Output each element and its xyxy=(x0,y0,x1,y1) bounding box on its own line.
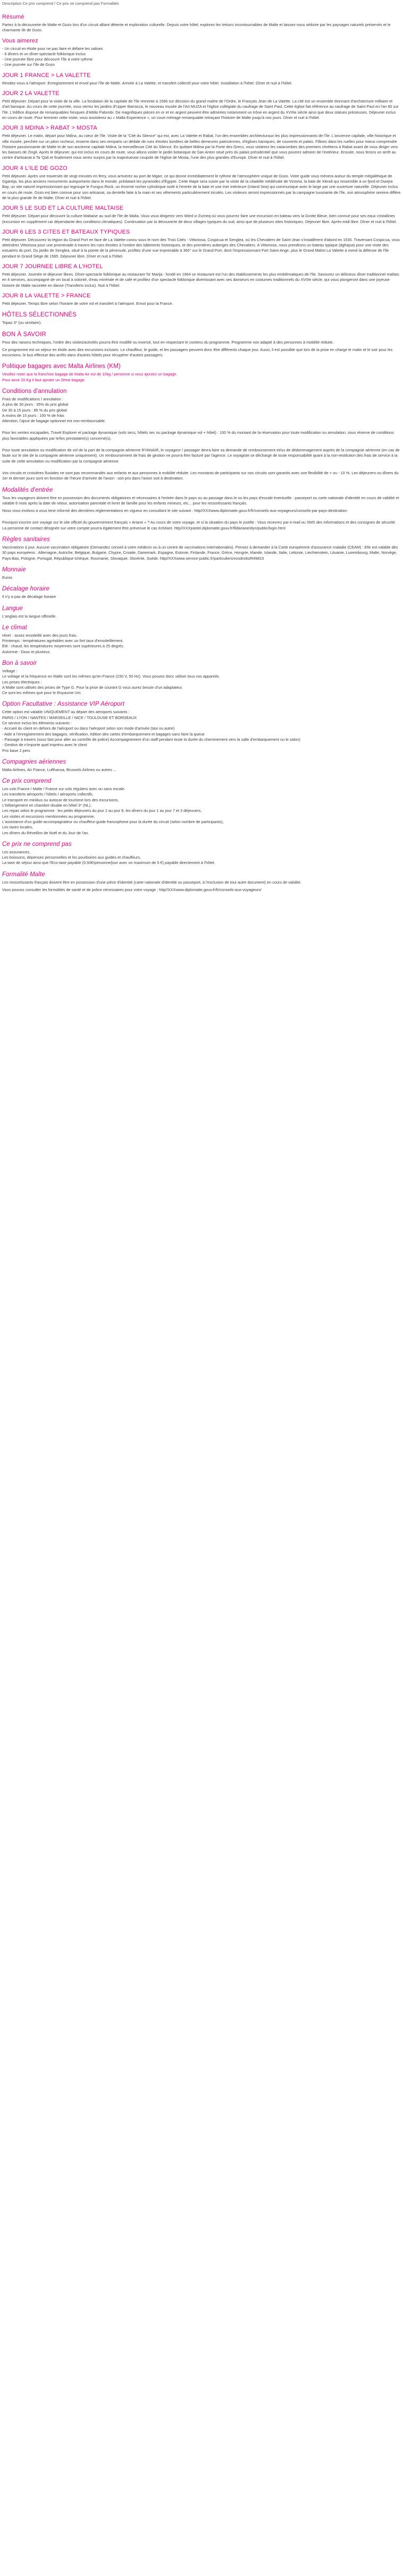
bagages-line: Veuillez noter que la franchise bagage de Malta Air est de 10kg / personne si vous ajoutez un bagage. xyxy=(2,372,178,377)
bon-a-savoir-text: Ce programme est un séjour en étoile avec des excursions incluses. Le chauffeur, le guide, et les passagers peuvent donc être différents chaque jour. Aussi, il est possible que lors de la prise en charge le matin et le soir pour les excursions, le bus effectue des arrêts dans d'autres hôtels pour récupérer d'autres passagers. xyxy=(2,347,393,358)
bon-a-savoir-title: BON À SAVOIR xyxy=(2,331,46,338)
conditions-line: Attention, l'ajout de bagage optionnel est non-remboursable. xyxy=(2,418,106,424)
bagages-line: Pour avoir 20 Kg il faut ajouter un 2ème bagage. xyxy=(2,377,86,382)
compagnies-text: Malta Airlines, Air France, Lufthansa, Brussels Airlines ou autres ... xyxy=(2,767,116,772)
day-6-text: Petit déjeuner. Découvrez la région du Grand Port en face de La Valette connu sous le nom des Trois Cités - Vittoriosa, Cospicua et Senglea, où les Chevaliers de Saint-Jean s'installèrent d'abord en 1530. Traversant Cospicua, vous atteindrez Vittoriosa pour une promenade à travers les rues étroites à l'ombre des bâtiments historiques, et des premières auberges des Chevaliers. A Vittoriosa, nous prendrons un bateau typique (dghajsa) pour une visite des estuaires du port. Du jardin de Senglea, situé à la pointe de la péninsule, profitez d'une vue imprenable à 360° sur le Grand Port, dont l'impressionnant Fort Saint-Ange, plus le Grand Malmi La Valette à mené la défense de l'île pendant le Grand Siège de 1565. Déjeuner libre. Dîner et nuit à l'hôtel. xyxy=(2,237,400,259)
ne-comprend-line: Les boissons, dépenses personnelles et les pourboires aux guides et chauffeurs, xyxy=(2,855,141,860)
comprend-line: Le transport en minibus ou autocar de tourisme lors des excursions, xyxy=(2,797,119,802)
conditions-block xyxy=(2,397,401,424)
conditions-line: A moins de 15 jours : 100 % de frais xyxy=(2,413,64,418)
day-5-text: Petit déjeuner. Départ pour découvrir la culture Maltaise au sud de l'île de Malta. Vous vous dirigerez vers Wied iz-Zurrieq où vous pourrez faire une excursion en bateau vers la Grotte Bleue, bien connue pour ses eaux cristallines (excursion en supplément car dépendante des conditions climatiques). Continuation par la découverte de deux villages typiques du sud, ainsi que de plusieurs sites historiques. Déjeuner libre. Après-midi libre. Dîner et nuit à l'hôtel. xyxy=(2,213,397,224)
assistance-line: - Passage à travers (sous fast pour aller au contrôle de police) Accompagnement d'un staff pendant toute la durée du cheminement vers la salle d'embarquement ou le salon) xyxy=(2,737,300,742)
ne-comprend-block xyxy=(2,850,401,866)
comprend-line: Les visites et excursions mentionnées au programme, xyxy=(2,814,95,819)
langue-title: Langue xyxy=(2,605,23,612)
monnaie-text: Euros xyxy=(2,575,13,580)
modalites-text: Tous les voyageurs doivent être en possession des documents obligatoires et nécessaires à l'entrée dans le pays ou au passage dans le ou les pays d'escale éventuelle : passeport ou carte nationale d'identité en cours de validité et valable 6 mois après la date de retour, autorisation parentale et livret de famille pour les enfants mineurs, etc... pour les ressortissants français. xyxy=(2,495,399,506)
bon-a-savoir-2-block xyxy=(2,669,401,696)
decalage-text: Il n'y a pas de décalage horaire xyxy=(2,594,56,600)
comprend-title: Ce prix comprend xyxy=(2,778,52,785)
assistance-line: Ce service inclus les éléments suivants : xyxy=(2,721,72,726)
conditions-line: Frais de modifications / annulation : xyxy=(2,396,63,401)
day-5-title: JOUR 5 LE SUD ET LA CULTURE MALTAISE xyxy=(2,205,124,212)
ne-comprend-title: Ce prix ne comprend pas xyxy=(2,841,72,848)
day-4-title: JOUR 4 L'ILE DE GOZO xyxy=(2,165,68,172)
formalite-malte-title: Formalité Malte xyxy=(2,871,45,878)
day-6-title: JOUR 6 LES 3 CITES ET BATEAUX TYPIQUES xyxy=(2,228,130,235)
list-item: - Un circuit en étoile pour ne pas faire et défaire les valises xyxy=(2,46,103,51)
hotels-text: Topaz 3* (ou similaire). xyxy=(2,320,42,326)
conditions-text: Pour toute annulation ou modification de vol de la part de la compagnie aérienne RYANAIR, le voyageur / passager devra faire sa demande de remboursement et/ou de dédommagement auprès de la compagnie aérienne (en cas de faute sur le site de la compagnie aérienne uniquement). Un remboursement de frais de gestion ne pourra être facturé par l'agence. Le voyagiste se décharge de toute responsabilité quant à la non-restitution des frais de service à la suite de cette annulation ou modification par la compagnie aérienne. xyxy=(2,448,400,464)
climat-block xyxy=(2,633,401,655)
ne-comprend-line: Les assurances, xyxy=(2,849,31,854)
bon-a-savoir-2-line: Ce sont les mêmes que pour le Royaume Uni. xyxy=(2,690,82,696)
assistance-line: - Gestion de n'importe quel imprévu avec le client xyxy=(2,742,87,748)
conditions-line: A plus de 30 jours : 35% du prix global xyxy=(2,402,69,407)
assistance-title: Option Facultative : Assistance VIP Aéroport xyxy=(2,701,125,708)
aimerez-list xyxy=(2,46,401,68)
climat-title: Le climat xyxy=(2,624,27,631)
resume-title: Résumé xyxy=(2,14,24,20)
modalites-title: Modalités d'entrée xyxy=(2,486,53,493)
compagnies-title: Compagnies aériennes xyxy=(2,758,66,765)
comprend-block xyxy=(2,786,401,836)
day-1-text: Rendez-vous à l'aéroport. Enregistrement et envol pour l'île de Malte. Arrivée à La Valette, et transfert collectif pour votre hôtel. Installation à l'hôtel. Dîner et nuit à l'hôtel. xyxy=(2,80,292,85)
bon-a-savoir-2-title: Bon à savoir xyxy=(2,660,37,666)
assistance-line: - Aide à l'enregistrement des bagages, vérification, édition des cartes d'embarquement et bagages sans faire la queue xyxy=(2,731,205,737)
bagages-block xyxy=(2,372,401,383)
climat-line: Eté : chaud, les températures moyennes sont supérieures à 25 degrés. xyxy=(2,644,124,649)
bon-a-savoir-2-line: Le voltage et la fréquence en Malte sont les mêmes qu'en France (230 V, 50 Hz). Vous pouvez donc utiliser tous vos appareils. xyxy=(2,674,220,679)
decalage-title: Décalage horaire xyxy=(2,586,50,593)
assistance-line: Cette option est valable UNIQUEMENT au départ des aéroports suivants : xyxy=(2,709,130,715)
comprend-line: Les vols France / Malte / France sur vols réguliers avec ou sans escale. xyxy=(2,786,125,792)
bon-a-savoir-2-line: Les prises électriques : xyxy=(2,679,42,684)
assistance-line: PARIS / LYON / NANTES / MARSEILLE / NICE / TOULOUSE ET BORDEAUX xyxy=(2,715,137,720)
modalites-text: Nous vous invitons à vous tenir informé des dernières réglementations en vigueur en consultant le site suivant : http//XXXwww.diplomatie.gouv.fr/fr/conseils-aux-voyageurs/conseils-par-pays-destination xyxy=(2,508,347,514)
monnaie-title: Monnaie xyxy=(2,566,26,573)
day-3-title: JOUR 3 MDINA > RABAT > MOSTA xyxy=(2,125,97,132)
resume-text: Partez à la découverte de Malte et Gozo lors d'un circuit alliant détente et exploration culturelle. Depuis votre hôtel, explorez les trésors incontournables de Malte et laissez-vous séduire par les paysages naturels préservés et le charmante île de Gozo. xyxy=(2,22,391,33)
day-3-text: Petit déjeuner. Le matin, départ pour Mdina, au cœur de l'île. Visite de la "Cité du Silence" qui est, avec La Valette et Rabat, l'un des ensembles architecturaux les plus impressionnants de l'île. L'ancienne capitale, ville historique et ville musée, perchée sur un piton rocheux, enserre dans ses remparts un dédale de rues étroites bordées de belles demeures patriciennes, d'églises baroques, de couvents et palais. Flânez dans les ruelles pour mieux comprendre l'histoire passionnante de Malte et de son ancienne capitale Mdina, la merveilleuse Cité du Silence. En quittant Mdina par la Porte des Grecs, vous visiterez les catacombes des premiers chrétiens à Rabat avant de vous diriger vers les baisses de Zingli. Après le déjeuner, qui est inclus en cours de route, vous allons visiter le jardin botanique de San Anton situé près du palais présidentiel que vous pourrez admirer de l'extérieur. Ensuite, nous ferons un arrêt au centre d'artisanat à Ta 'Qali et finalement nous serez surpris par la majestueuse coupole de l'église de Mosta, l'une des plus grandes d'Europe. Dîner et nuit à l'hôtel. xyxy=(2,133,398,160)
list-item: - 6 dîners et un dîner-spectacle folklorique inclus xyxy=(2,51,86,56)
comprend-line: Les dîners du Réveillon de Noël et du Jour de l'an. xyxy=(2,830,89,835)
day-7-title: JOUR 7 JOURNEE LIBRE A L'HOTEL xyxy=(2,263,103,270)
comprend-line: L'hébergement en chambre double en hôtel 3* (NL), xyxy=(2,803,92,808)
day-2-title: JOUR 2 LA VALETTE xyxy=(2,90,60,97)
aimerez-title: Vous aimerez xyxy=(2,37,38,44)
bon-a-savoir-2-line: A Malte sont utilisés des prises de Type G. Pour la prise de courant G vous aurez besoin d'un adaptateur. xyxy=(2,684,183,690)
conditions-text: Pour les ventes escapades, Travel Explorer et package dynamique (vols secs, hôtels sec ou package dynamique vol + hôtel) : 100 % du montant de la réservation pour toute modification ou annulation, sous réserve de conditions plus favorables appliquées par le/les prestataire(s) concerné(s). xyxy=(2,430,394,441)
conditions-line: De 30 à 15 jours : 85 % du prix global xyxy=(2,407,67,413)
day-1-title: JOUR 1 FRANCE > LA VALETTE xyxy=(2,72,91,79)
climat-line: Printemps : températures agréables avec un fort taux d'ensoleillement. xyxy=(2,638,124,644)
climat-line: Automne : Doux et pluvieux. xyxy=(2,649,51,654)
hotels-title: HÔTELS SÉLECTIONNÉS xyxy=(2,312,77,319)
climat-line: Hiver : assez ensoleillé avec des jours frais. xyxy=(2,632,78,638)
day-2-text: Petit déjeuner. Départ pour la visite de la ville. La fondation de la capitale de l'île remonte à 1566 sur décision du grand maître de l'Ordre, le Français Jean de La Valette. La cité est un ensemble étonnant d'architecture militaire et d'art baroque. Au cours de cette journée, vous verrez les jardins d'Upper Barracca, le nouveau musée de l'Art MUZA et l'église collégiale du naufrage de Saint Paul. Cette église fait référence au naufrage de Saint Paul en l'an 60 sur l'île. L'édifice dispose de remarquables fresques d'Attilio Palombi. De magnifiques pièces en or et en argent peuvent être admirées notamment un trône en argent du XVIIIe siècle ainsi que deux statues précieuses. Déjeuner inclus en cours de route. Pour terminer cette visite, vous assisterez au « Malta Experience », un court métrage remarquable retraçant l'histoire de Malte jusqu'à nos jours. Dîner et nuit à l'hôtel. xyxy=(2,99,399,120)
bon-a-savoir-text: Pour des raisons techniques, l'ordre des visites/activités pourra être modifié ou inversé, tout en respectant le contenu du programme. Programme non adapté à des personnes à mobilité réduite. xyxy=(2,339,334,345)
ne-comprend-line: La taxe de séjour ainsi que l'Eco-taxe payable (0.50€/personne/jour avec un maximum de 5 €) payable directement à l'hôtel. xyxy=(2,860,215,866)
sanitaires-title: Règles sanitaires xyxy=(2,536,50,543)
assistance-line: Prix base 2 pers xyxy=(2,748,30,753)
day-4-text: Petit déjeuner. Après une traversée de vingt minutes en ferry, vous arriverez au port de Mgarr, ce qui donne immédiatement le rythme de l'atmosphère unique de Gozo. Votre guide vous mènera autour du temple mégalithique de Ggantija, les plus anciens monuments autoportants dans le monde, prédatant les pyramides d'Égypte. Cette étape sera suivie par la visite de la citadelle médiévale de Victoria, la baie de Xlendi qui ressemble à un fjord et Dwejra Bay, un site naturel impressionnant qui regroupe le Fungus Rock, un énorme rocher cylindrique isolé à l'entrée de la baie et une mer intérieure (Inland Sea) qui communique avec le large par une ouverture naturelle. Déjeuner inclus en cours de route. Gozo est bien connue pour son artisanat, sa dentelle faite à la main et ses vêtements particulièrement tricotés. Les visiteurs seront impressionnés par la campagne luxuriante de l'île, son atmosphère sereine différe de la plus grande île de Malte. Dîner et nuit à l'hôtel. xyxy=(2,173,401,200)
list-item: - Une journée libre pour découvrir l'île à votre rythme xyxy=(2,57,93,62)
bon-a-savoir-2-line: Voltage : xyxy=(2,669,18,673)
day-7-text: Petit déjeuner. Journée et déjeuner libres. Dîner-spectacle folklorique au restaurant Ta' Marija - fondé en 1964 ce restaurant est l'un des établissements les plus emblématiques de l'île. Savourez un délicieux dîner traditionnel maltais en 4 services, accompagné de vin local à volonté, d'eau minérale et de café et profitez d'un spectacle folklorique divertissant avec ses danseurs en costumes traditionnels du XVIIIe siècle, qui vous plongeront dans une joyeuse histoire de Malte racontée en danse (Transferts inclus). Nuit à l'hôtel. xyxy=(2,272,399,288)
formalite-malte-text: Vous pouvez consulter les formalités de santé et de police nécessaires pour votre voyage : http//XXXwww.diplomatie.gouv.fr/fr/conseils-aux-voyageurs/ xyxy=(2,887,262,893)
conditions-text: Vos circuits et croisières fluviales ne sont pas recommandés aux enfants et aux personnes à mobilité réduite. Les montants de participants sur nos circuits sont garantis avec une flexibilité de + ou - 10 %. Les déjeuners ou dîners du 1er et dernier jours sont en fonction de l'heure d'arrivée de l'avion : soit pris dans l'avion soit à destination. xyxy=(2,470,399,481)
assistance-line: - Accueil du client en dehors de l'aéroport ou dans l'aéroport selon son mode d'arrivée (taxi ou autre) xyxy=(2,726,175,731)
breadcrumb[interactable]: Description Ce prix comprend / Ce prix ne comprend pas Formalités xyxy=(2,1,119,6)
list-item: - Une journée sur l'île de Gozo xyxy=(2,62,55,67)
page xyxy=(0,0,403,895)
day-8-title: JOUR 8 LA VALETTE > FRANCE xyxy=(2,292,91,299)
comprend-line: Les repas selon le programme : les petits déjeuners du jour 2 au jour 8, les dîners du jour 1 au jour 7 et 3 déjeuners, xyxy=(2,808,202,814)
day-8-text: Petit déjeuner. Temps libre selon l'horaire de votre vol et transfert à l'aéroport. Envol pour la France. xyxy=(2,301,173,306)
formalite-malte-text: Les ressortissants français doivent être en possession d'une pièce d'identité (carte nationale d'identité ou passeport, à l'exclusion de tout autre document) en cours de validité. xyxy=(2,879,301,885)
conditions-title: Conditions d'annulation xyxy=(2,388,67,395)
modalites-text: Pourquoi inscrire son voyage sur le site officiel du gouvernement français « Ariane » ? Au cours de votre voyage, et si la situation du pays le justifie : Vous recevrez par e-mail ou SMS des informations et des consignes de sécurité. La personne de contact désignée sur votre compte pourra également être prévenue le cas échéant. http//XXXpastel.diplomatie.gouv.fr/fildariane/dyn/public/login.html xyxy=(2,520,396,530)
bagages-title: Politique bagages avec Malta Airlines (KM) xyxy=(2,363,121,370)
comprend-line: Les transferts aéroports / hôtels / aéroports collectifs, xyxy=(2,792,94,797)
langue-text: L'anglais est la langue officielle. xyxy=(2,613,57,619)
sanitaires-text: Vaccinations à jour. Aucune vaccination obligatoire (Demandez conseil à votre médecin ou à un centre de vaccinations internationales). Pensez à demander à la Carte européenne d'assurance maladie (CEAM) : Elle est valable dès 30 pays européens : Allemagne, Autriche, Belgique, Bulgarie, Chypre, Croatie, Danemark, Espagne, Estonie, Finlande, France, Grèce, Hongrie, Irlande, Islande, Italie, Lettonie, Liechtenstein, Lituanie, Luxembourg, Malte, Norvège, Pays-Bas, Pologne, Portugal, République tchèque, Roumanie, Slovaquie, Slovénie, Suède. http//XXXwww.service-public.fr/particuliers/vosdroits/R49815 xyxy=(2,545,398,561)
assistance-block xyxy=(2,709,401,753)
comprend-line: Les taxes locales, xyxy=(2,825,33,830)
comprend-line: L'assistance d'un guide-accompagnateur ou chauffeur-guide francophone pour la durée du circuit (selon nombre de participants), xyxy=(2,819,224,824)
